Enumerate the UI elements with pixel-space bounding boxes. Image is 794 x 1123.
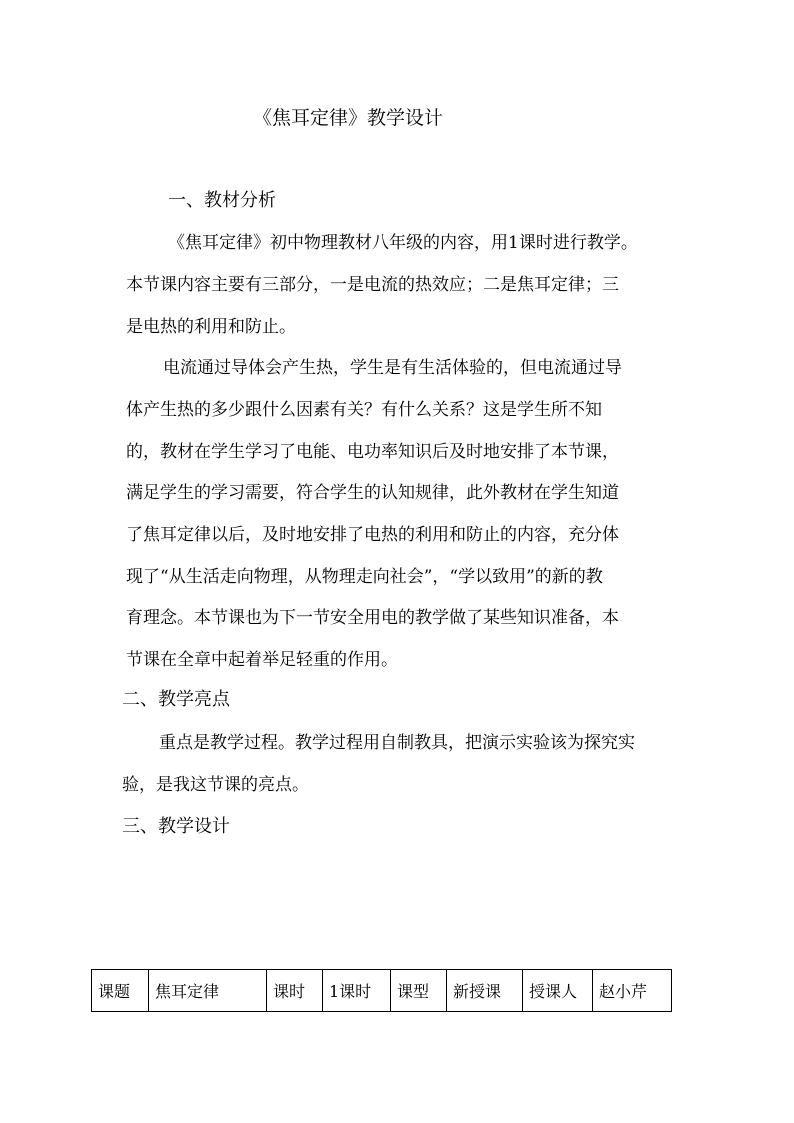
table-row [92, 970, 672, 1012]
paragraph-line: 现了“从生活走向物理，从物理走向社会”，“学以致用”的新的教 [126, 567, 603, 587]
paragraph-line: 体产生热的多少跟什么因素有关？有什么关系？这是学生所不知 [126, 400, 602, 420]
paragraph-line: 是电热的利用和防止。 [126, 317, 296, 337]
table-cell: 1课时 [323, 970, 391, 1012]
paragraph-line: 电流通过导体会产生热，学生是有生活体验的，但电流通过导 [163, 358, 622, 378]
document-title: 《焦耳定律》教学设计 [253, 107, 444, 129]
table-cell: 焦耳定律 [149, 970, 267, 1012]
paragraph-line: 重点是教学过程。教学过程用自制教具，把演示实验该为探究实 [159, 733, 635, 753]
table-cell: 赵小芹 [593, 970, 672, 1012]
paragraph-line: 的，教材在学生学习了电能、电功率知识后及时地安排了本节课， [126, 442, 619, 462]
table-cell: 课题 [92, 970, 149, 1012]
table-cell: 新授课 [447, 970, 523, 1012]
table-cell: 课时 [267, 970, 323, 1012]
table-cell: 授课人 [523, 970, 593, 1012]
lesson-info-table [91, 969, 672, 1012]
table-cell: 课型 [391, 970, 447, 1012]
paragraph-line: 满足学生的学习需要，符合学生的认知规律，此外教材在学生知道 [126, 483, 619, 503]
paragraph-line: 《焦耳定律》初中物理教材八年级的内容，用1课时进行教学。 [168, 233, 638, 253]
section-heading-teaching-highlights: 二、教学亮点 [122, 689, 230, 710]
section-heading-textbook-analysis: 一、教材分析 [168, 190, 276, 211]
paragraph-line: 节课在全章中起着举足轻重的作用。 [126, 650, 398, 670]
paragraph-line: 验，是我这节课的亮点。 [122, 775, 309, 795]
paragraph-line: 本节课内容主要有三部分，一是电流的热效应；二是焦耳定律；三 [126, 275, 619, 295]
paragraph-line: 育理念。本节课也为下一节安全用电的教学做了某些知识准备，本 [126, 608, 619, 628]
section-heading-teaching-design: 三、教学设计 [122, 816, 230, 837]
paragraph-line: 了焦耳定律以后，及时地安排了电热的利用和防止的内容，充分体 [126, 525, 619, 545]
